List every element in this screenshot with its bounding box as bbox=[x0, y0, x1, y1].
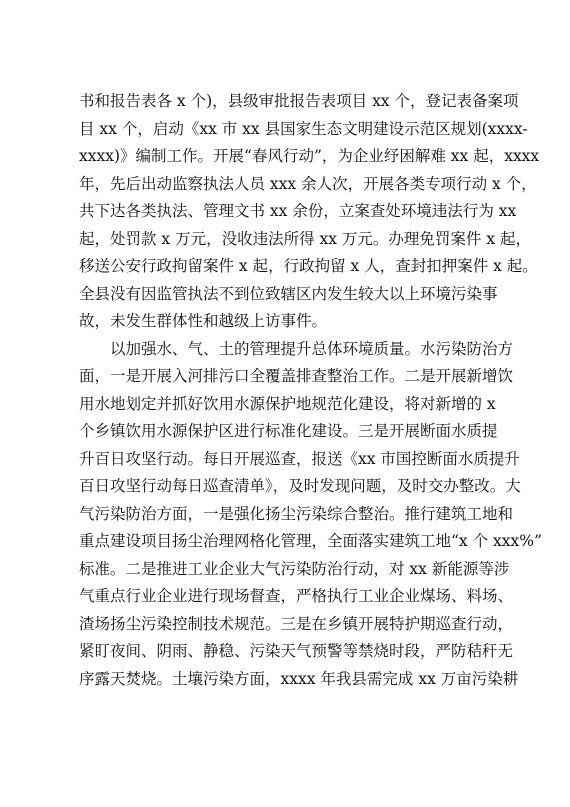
text-line: 百日攻坚行动每日巡查清单》，及时发现问题，及时交办整改。大 bbox=[79, 477, 521, 495]
text-line: 移送公安行政拘留案件 x 起，行政拘留 x 人，查封扣押案件 x 起。 bbox=[79, 257, 538, 275]
text-line: 紧盯夜间、阴雨、静稳、污染天气预警等禁烧时段，严防秸秆无 bbox=[79, 642, 514, 660]
text-line: 年，先后出动监察执法人员 xxx 余人次，开展各类专项行动 x 个， bbox=[79, 174, 537, 193]
text-line: 全县没有因监管执法不到位致辖区内发生较大以上环境污染事 bbox=[79, 284, 498, 303]
text-line: 面，一是开展入河排污口全覆盖排查整治工作。二是开展新增饮 bbox=[79, 367, 514, 385]
text-line: 起，处罚款 x 万元，没收违法所得 xx 万元。办理免罚案件 x 起， bbox=[79, 229, 532, 248]
text-line: 书和报告表各 x 个)，县级审批报告表项目 xx 个，登记表备案项 bbox=[79, 92, 519, 110]
text-line: 气污染防治方面，一是强化扬尘污染综合整治。推行建筑工地和 bbox=[79, 504, 514, 523]
text-line: 用水地划定并抓好饮用水源保护地规范化建设，将对新增的 x bbox=[79, 394, 496, 413]
text-line: 标准。二是推进工业企业大气污染防治行动，对 xx 新能源等涉 bbox=[79, 559, 510, 578]
text-line: 个乡镇饮用水源保护区进行标准化建设。三是开展断面水质提 bbox=[79, 422, 498, 440]
text-line: 渣场扬尘污染控制技术规范。三是在乡镇开展特护期巡查行动， bbox=[79, 614, 514, 633]
text-line: 共下达各类执法、管理文书 xx 余份，立案查处环境违法行为 xx bbox=[79, 202, 517, 220]
text-line: xxxx)》编制工作。开展“春风行动”，为企业纾困解难 xx 起，xxxx bbox=[79, 147, 540, 165]
text-line: 以加强水、气、土的管理提升总体环境质量。水污染防治方 bbox=[110, 339, 514, 358]
body-text bbox=[79, 88, 542, 693]
text-line: 升百日攻坚行动。每日开展巡查，报送《xx 市国控断面水质提升 bbox=[79, 449, 520, 468]
text-line: 目 xx 个，启动《xx 市 xx 县国家生态文明建设示范区规划(xxxx- bbox=[79, 119, 528, 138]
text-line: 气重点行业企业进行现场督查，严格执行工业企业煤场、料场、 bbox=[79, 587, 514, 605]
text-line: 序露天焚烧。土壤污染方面，xxxx 年我县需完成 xx 万亩污染耕 bbox=[79, 669, 519, 688]
text-line: 重点建设项目扬尘治理网格化管理，全面落实建筑工地“x 个 xxx%” bbox=[79, 532, 542, 550]
text-line: 故，未发生群体性和越级上访事件。 bbox=[79, 312, 328, 330]
